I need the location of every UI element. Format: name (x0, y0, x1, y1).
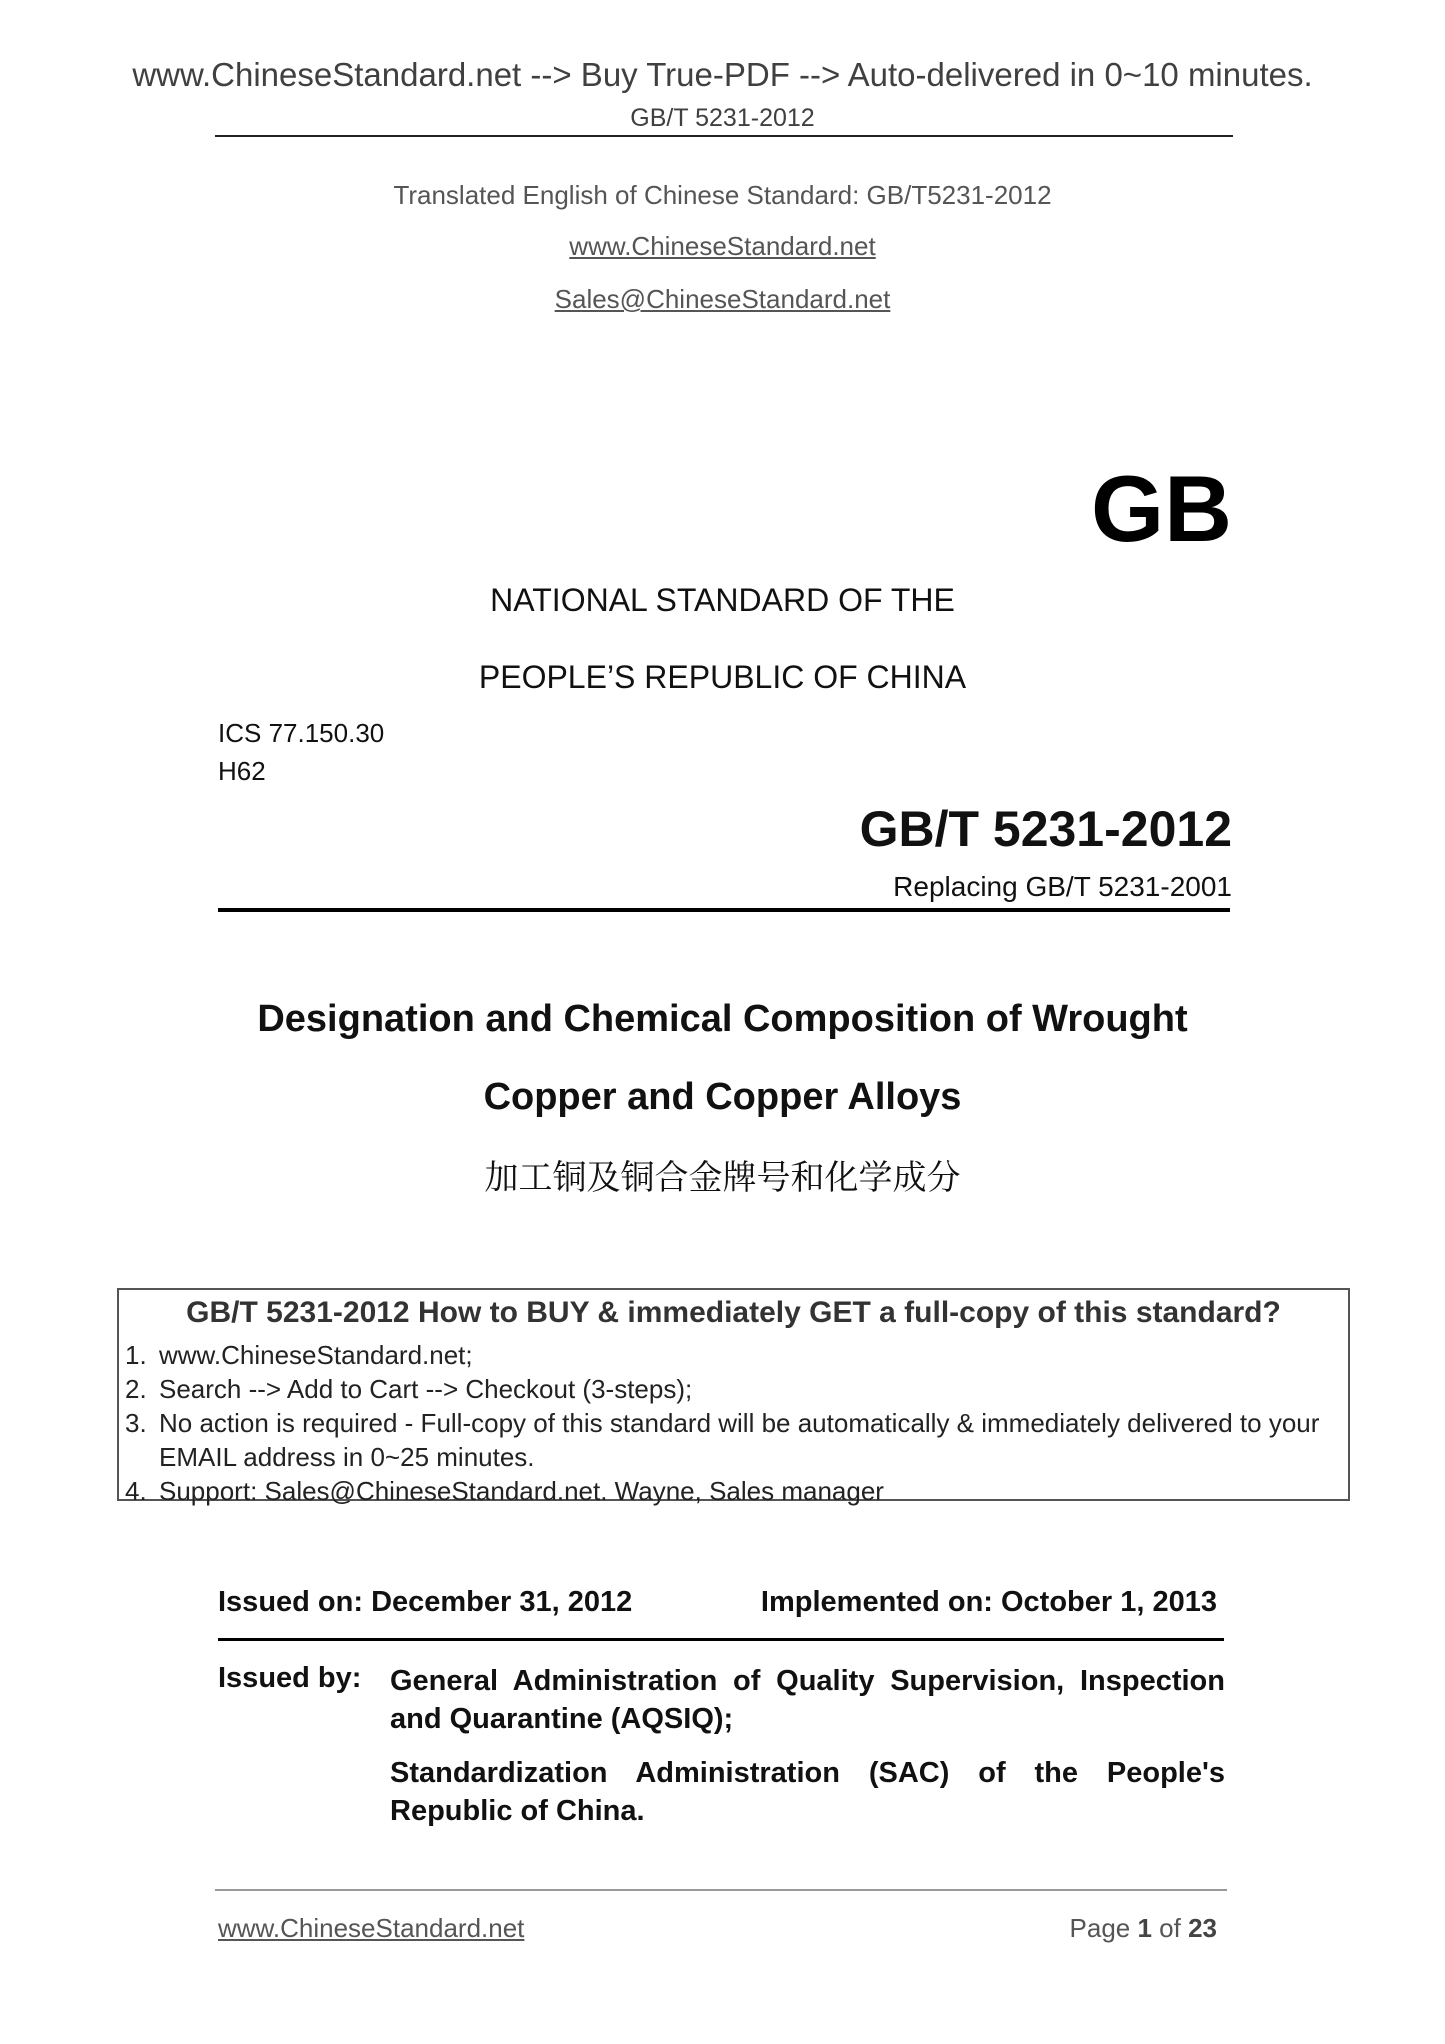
sales-email-link[interactable]: Sales@ChineseStandard.net (554, 284, 891, 314)
document-title-line1: Designation and Chemical Composition of Wrought (257, 998, 1188, 1040)
purchase-step (125, 1406, 1340, 1474)
purchase-step (125, 1474, 1340, 1508)
page-prefix: Page (1069, 1913, 1138, 1943)
translation-title: Translated English of Chinese Standard: GB/T5231-2012 (393, 180, 1052, 210)
replacing-note: Replacing GB/T 5231-2001 (893, 871, 1232, 902)
ccs-code: H62 (218, 756, 266, 786)
step-text: www.ChineseStandard.net; (159, 1340, 473, 1370)
step-number: 2. (125, 1374, 147, 1404)
top-banner: www.ChineseStandard.net --> Buy True-PDF --> Auto-delivered in 0~10 minutes. (132, 56, 1313, 93)
issuer-aqsiq: General Administration of Quality Supervision, Inspection and Quarantine (AQSIQ); (390, 1665, 1225, 1735)
page-current: 1 (1137, 1913, 1152, 1943)
national-standard-line1: NATIONAL STANDARD OF THE (490, 582, 955, 618)
page-mid: of (1151, 1913, 1189, 1943)
dates-divider (218, 1638, 1224, 1641)
title-divider (218, 908, 1230, 912)
gb-mark: GB (1091, 456, 1232, 561)
page-total: 23 (1188, 1913, 1217, 1943)
issued-by-label: Issued by: (218, 1662, 362, 1694)
purchase-info-box (117, 1288, 1350, 1506)
step-number: 1. (125, 1340, 147, 1370)
footer-divider (215, 1889, 1227, 1891)
footer-site-link[interactable]: www.ChineseStandard.net (218, 1913, 525, 1943)
header-divider (215, 135, 1233, 137)
site-link-row (0, 231, 1445, 262)
header-standard-code: GB/T 5231-2012 (630, 104, 815, 132)
implemented-on-date: Implemented on: October 1, 2013 (760, 1586, 1217, 1618)
page-indicator (1070, 1913, 1217, 1944)
ics-code: ICS 77.150.30 (218, 718, 385, 748)
issued-on-date: Issued on: December 31, 2012 (218, 1586, 633, 1618)
purchase-step (125, 1372, 1340, 1406)
document-title-line2: Copper and Copper Alloys (483, 1076, 962, 1118)
step-text: Search --> Add to Cart --> Checkout (3-steps); (159, 1374, 693, 1404)
purchase-steps (125, 1338, 1340, 1508)
issuer-sac: Standardization Administration (SAC) of the People's Republic of China. (390, 1757, 1225, 1827)
sales-email-row (0, 284, 1445, 315)
site-link[interactable]: www.ChineseStandard.net (569, 231, 876, 261)
step-number: 4. (125, 1476, 147, 1506)
step-number: 3. (125, 1408, 147, 1438)
purchase-step (125, 1338, 1340, 1372)
national-standard-line2: PEOPLE’S REPUBLIC OF CHINA (478, 659, 967, 695)
document-title-chinese: 加工铜及铜合金牌号和化学成分 (484, 1158, 961, 1198)
step-text: No action is required - Full-copy of this standard will be automatically & immediately delivered to your EMAIL address in 0~25 minutes. (159, 1408, 1320, 1472)
purchase-heading: GB/T 5231-2012 How to BUY & immediately GET a full-copy of this standard? (186, 1296, 1281, 1329)
step-text: Support: Sales@ChineseStandard.net. Wayne, Sales manager (159, 1476, 884, 1506)
standard-number: GB/T 5231-2012 (859, 801, 1232, 857)
